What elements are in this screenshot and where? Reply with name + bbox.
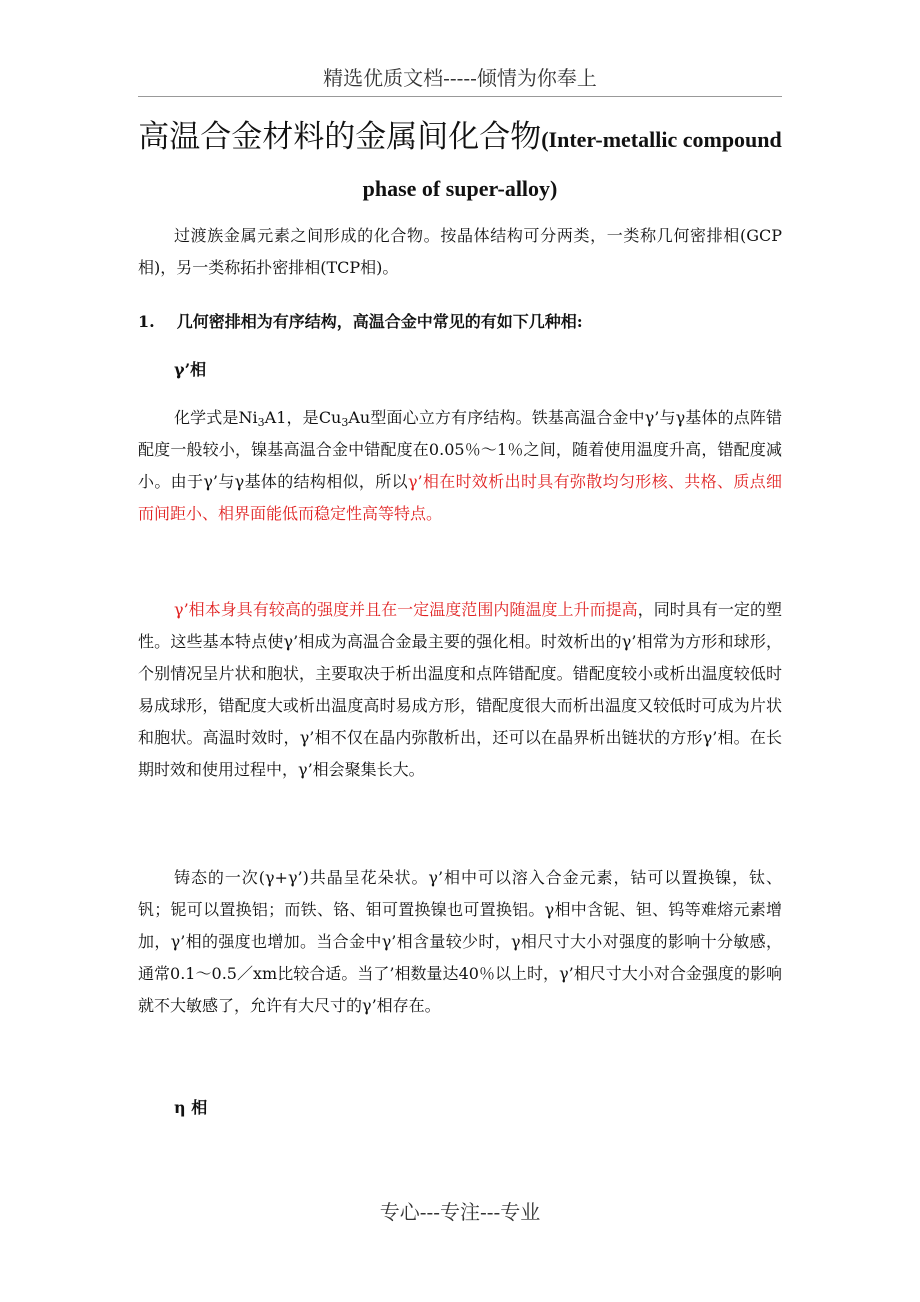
gamma-prime-strength-paragraph — [138, 594, 782, 786]
para1-text-2: A1，是Cu — [264, 408, 342, 427]
para2-text: ，同时具有一定的塑性。这些基本特点使γ’相成为高温合金最主要的强化相。时效析出的γ’相常为方形和球形，个别情况呈片状和胞状，主要取决于析出温度和点阵错配度。错配度较小或析出温度较低时易成球形，错配度大或析出温度高时易成方形，错配度很大而析出温度又较低时可成为片状和胞状。高温时效时，γ’相不仅在晶内弥散析出，还可以在晶界析出链状的方形γ’相。在长期时效和使用过程中，γ’相会聚集长大。 — [138, 600, 782, 779]
gamma-prime-heading: γ’相 — [174, 360, 207, 379]
section-1-heading — [138, 306, 583, 338]
page-header: 精选优质文档-----倾情为你奉上 — [138, 62, 782, 97]
section-title: 几何密排相为有序结构，高温合金中常见的有如下几种相: — [176, 312, 583, 331]
title-english: (Inter-metallic compound phase of super-alloy) — [362, 127, 782, 201]
para2-highlight: γ’相本身具有较高的强度并且在一定温度范围内随温度上升而提高 — [174, 600, 638, 619]
page-footer: 专心---专注---专业 — [379, 1200, 541, 1224]
para1-subscript-2: 3 — [341, 416, 349, 429]
para1-subscript-1: 3 — [257, 416, 265, 429]
title-chinese: 高温合金材料的金属间化合物 — [138, 119, 542, 155]
eta-phase-heading: η 相 — [174, 1098, 208, 1117]
eutectic-paragraph: 铸态的一次(γ+γ’)共晶呈花朵状。γ’相中可以溶入合金元素，钴可以置换镍，钛、钒；铌可以置换铝；而铁、铬、钼可置换镍也可置换铝。γ相中含铌、钽、钨等难熔元素增加，γ’相的强度也增加。当合金中γ’相含量较少时，γ相尺寸大小对强度的影响十分敏感，通常0.1～0.5／xm比较合适。当了’相数量达40％以上时，γ’相尺寸大小对合金强度的影响就不大敏感了，允许有大尺寸的γ’相存在。 — [138, 868, 782, 1015]
gamma-prime-paragraph — [138, 402, 782, 530]
intro-paragraph: 过渡族金属元素之间形成的化合物。按晶体结构可分两类，一类称几何密排相(GCP相)，另一类称拓扑密排相(TCP相)。 — [138, 226, 782, 277]
para1-text-3: Au型面心立方有序结构。铁基高温合金中γ’与γ基体的点阵错配度一般较小，镍基高温合金中错配度在0.05％～1％之间，随着使用温度升高，错配度减小。由于γ’与γ基体的结构相似，所以 — [138, 408, 782, 491]
section-number: 1. — [138, 312, 155, 331]
document-title — [120, 114, 800, 212]
para1-highlight: γ’相在时效析出时具有弥散均匀形核、共格、质点细而间距小、相界面能低而稳定性高等特点。 — [138, 472, 782, 523]
para1-text-1: 化学式是Ni — [174, 408, 258, 427]
